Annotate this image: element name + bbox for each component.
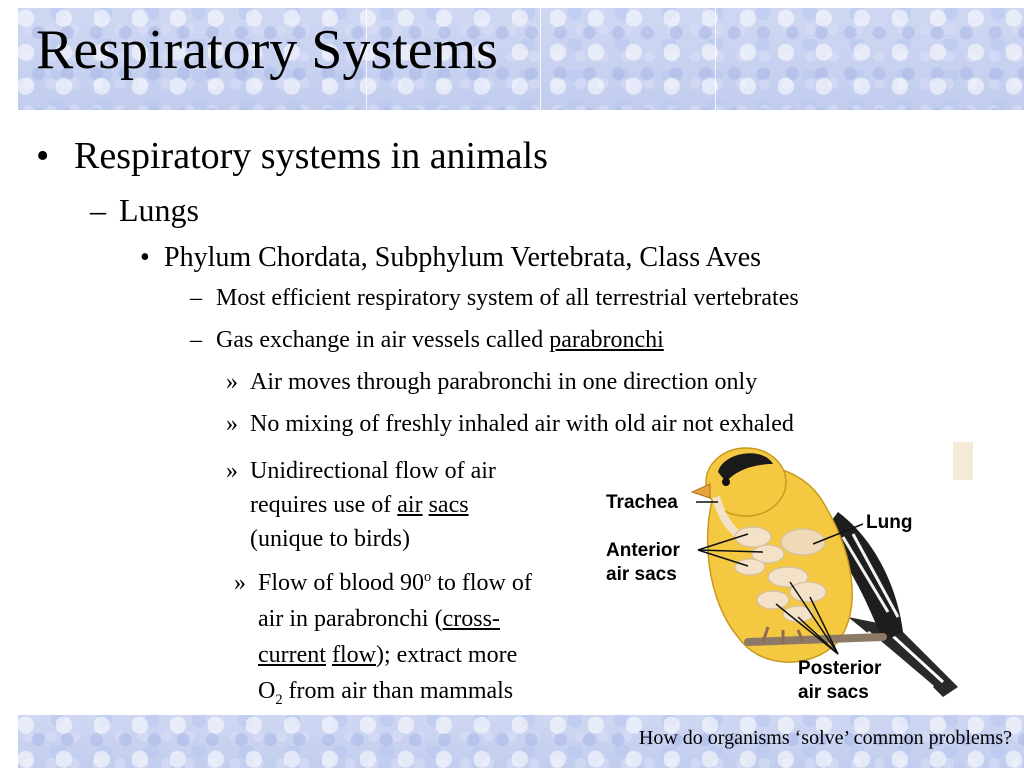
bullet-l5c-line2: requires use of [250,492,398,518]
bullet-marker: • [140,242,150,273]
term-sacs: sacs [428,492,469,518]
raquo-marker: » [226,411,238,437]
bird-beak [692,484,710,498]
o2-o: O [258,678,276,704]
label-posterior-1: Posterior [798,658,882,679]
bullet-l5d-line4: from air than mammals [282,678,514,704]
label-trachea: Trachea [606,492,678,513]
branch [748,637,883,642]
bird-respiratory-figure [598,442,976,710]
bullet-l5d-line3: ); extract more [375,642,518,668]
dash-marker: – [190,327,202,353]
term-current: current [258,642,326,668]
raquo-marker: » [226,458,238,484]
term-parabronchi: parabronchi [549,327,664,353]
bullet-l4b-text: Gas exchange in air vessels called [216,327,550,353]
bullet-l5c-line1: Unidirectional flow of air [250,458,496,484]
bullet-marker: • [36,135,50,177]
footer-text: How do organisms ‘solve’ common problems? [638,727,1012,749]
label-anterior-2: air sacs [606,564,677,585]
posterior-air-sac [757,591,789,609]
label-lung: Lung [866,512,913,533]
slide-title: Respiratory Systems [36,19,498,81]
bullet-l5b-text: No mixing of freshly inhaled air with old air not exhaled [250,411,794,437]
term-flow: flow [331,642,376,668]
bullet-l5d-line2: air in parabronchi ( [258,606,443,632]
dash-marker: – [190,285,202,311]
raquo-marker: » [234,570,246,596]
degree-sup: o [424,569,432,585]
label-posterior-2: air sacs [798,682,869,703]
posterior-air-sac [790,582,826,602]
bird-eye [722,478,730,486]
bullet-l4a-text: Most efficient respiratory system of all terrestrial vertebrates [216,285,799,311]
figure-backdrop [953,442,973,480]
bullet-l5c-line3: (unique to birds) [250,526,410,552]
label-anterior-1: Anterior [606,540,680,561]
bullet-l2-text: Lungs [119,192,199,228]
bullet-l5d-line1-post: to flow of [431,570,532,596]
bullet-l1-text: Respiratory systems in animals [74,135,548,177]
term-cross: cross- [442,606,500,632]
bullet-l3-text: Phylum Chordata, Subphylum Vertebrata, Class Aves [164,242,762,273]
anterior-air-sac [735,559,765,575]
o2-subscript: 2 [275,691,283,708]
raquo-marker: » [226,369,238,395]
term-air: air [397,492,423,518]
bullet-l5d-line1: Flow of blood 90 [258,570,425,596]
bullet-l5a-text: Air moves through parabronchi in one direction only [250,369,758,395]
dash-marker: – [90,192,106,228]
